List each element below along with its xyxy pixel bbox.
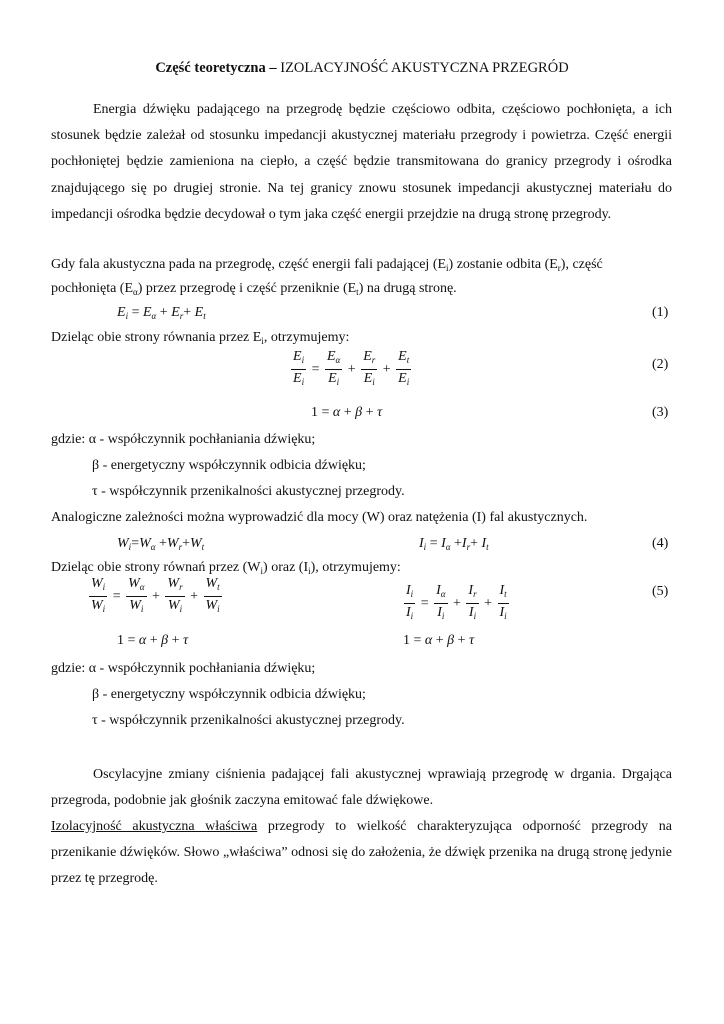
wave-sentence-line1: Gdy fala akustyczna pada na przegrodę, część energii fali padającej $(E_i)$ zostanie odbita $(E_r)$, część [51,257,603,273]
title-rest: IZOLACYJNOŚĆ AKUSTYCZNA PRZEGRÓD [276,60,569,76]
definition-paragraph [51,814,672,893]
divide-sentence-1: Dzieląc obie strony równania przez $E_i$, otrzymujemy: [51,330,350,346]
divide-sentence-2: Dzieląc obie strony równań przez $(W_i)$ oraz $(I_i)$, otrzymujemy: [51,560,401,576]
sum-identity-left: 1 = α + β + τ [117,633,189,648]
definition-beta-1: β - energetyczny współczynnik odbicia dźwięku; [92,458,366,473]
equation-number-2: (2) [652,357,669,372]
equation-1: $E_i = E_\alpha + E_r+ E_t$ [117,305,206,321]
equation-4-power: $W_i=W_\alpha +W_r+W_t$ [117,536,205,552]
equation-number-4: (4) [652,536,669,551]
definition-alpha-1: gdzie: α - współczynnik pochłaniania dźwięku; [51,432,316,447]
equation-2: $\frac{E_i}{E_i}$ = $\frac{E_\alpha}{E_i}$ + $\frac{E_r}{E_i}$ + $\frac{E_t}{E_i}$ [293,349,410,387]
definition-tau-2: τ - współczynnik przenikalności akustycznej przegrody. [92,713,405,728]
defined-term: Izolacyjność akustyczna właściwa [51,819,258,834]
equation-5-intensity: $\frac{I_i}{I_i}$ = $\frac{I_\alpha}{I_i}$ + $\frac{I_r}{I_i}$ + $\frac{I_t}{I_i}$ [406,583,507,621]
equation-5-power: $\frac{W_i}{W_i}$ = $\frac{W_\alpha}{W_i}$ + $\frac{W_r}{W_i}$ + $\frac{W_t}{W_i}$ [91,576,220,614]
oscillation-paragraph: Oscylacyjne zmiany ciśnienia padającej fali akustycznej wprawiają przegrodę w drgania. Drgająca przegroda, podobnie jak głośnik zaczyna emitować fale dźwiękowe. [51,767,672,809]
equation-number-3: (3) [652,405,669,420]
definition-tau-1: τ - współczynnik przenikalności akustycznej przegrody. [92,484,405,499]
wave-sentence-line2: pochłonięta $(E_\alpha)$ przez przegrodę i część przeniknie $(E_t)$ na drugą stronę. [51,281,457,297]
equation-number-1: (1) [652,305,669,320]
sum-identity-right: 1 = α + β + τ [403,633,475,648]
equation-3: 1 = α + β + τ [311,405,383,420]
definition-beta-2: β - energetyczny współczynnik odbicia dźwięku; [92,687,366,702]
section-title [0,60,724,77]
definition-alpha-2: gdzie: α - współczynnik pochłaniania dźwięku; [51,661,316,676]
intro-paragraph: Energia dźwięku padającego na przegrodę będzie częściowo odbita, częściowo pochłonięta, a ich stosunek będzie zależał od stosunku impedancji akustycznej materiału przegrody i powietrza. Część energii pochłoniętej będzie zamieniona na ciepło, a część będzie transmitowana do granicy przegrody i ośrodka znajdującego się po drugiej stronie. Na tej granicy znowu stosunek impedancji akustycznej materiału do impedancji ośrodka będzie decydował o tym jaka część energii przejdzie na drugą stronę przegrody. [51,102,672,222]
analog-sentence: Analogiczne zależności można wyprowadzić dla mocy (W) oraz natężenia (I) fal akustycznych. [51,510,588,525]
equation-number-5: (5) [652,584,669,599]
title-bold: Część teoretyczna – [155,60,277,76]
definition-text: przegrody to wielkość charakteryzująca odporność przegrody na przenikanie dźwięków. Słowo „właściwa” odnosi się do założenia, że dźwięk przenika na drugą stronę jedynie przez tę przegrodę. [51,819,673,887]
equation-4-intensity: $I_i = I_\alpha +I_r+ I_t$ [419,536,489,552]
